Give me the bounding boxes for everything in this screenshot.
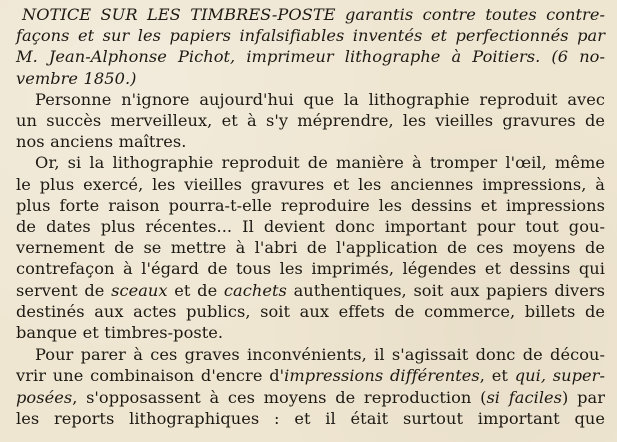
text-span: vrir une combinaison d'encre d' — [16, 366, 285, 386]
text-span: Or, si la lithographie reproduit de manière à tromper l'œil, même — [35, 153, 605, 173]
text-span: les reports lithographiques : et il était surtout important que — [16, 408, 605, 428]
text-span: vernement de se mettre à l'abri de l'application de ces moyens de — [16, 238, 605, 258]
text-span: banque et timbres-poste. — [16, 323, 224, 343]
text-span: authentiques, soit aux papiers divers — [286, 280, 605, 300]
text-span: nos anciens maîtres. — [16, 132, 187, 152]
text-line — [16, 4, 605, 25]
text-span: cachets — [223, 280, 287, 300]
text-span: Pour parer à ces graves inconvénients, il s'agissait donc de décou- — [35, 345, 605, 365]
text-span: le plus exercé, les vieilles gravures et les anciennes impressions, à — [16, 174, 605, 194]
text-span: Personne n'ignore aujourd'hui que la lithographie reproduit avec — [35, 89, 605, 109]
text-span: posées — [16, 387, 73, 407]
text-line — [16, 46, 605, 67]
text-line — [16, 365, 605, 386]
text-line — [16, 110, 605, 131]
text-span: qui, super- — [514, 366, 605, 386]
text-span: ) par — [562, 387, 605, 407]
text-span: si faciles — [486, 387, 563, 407]
text-span: vembre 1850.) — [16, 68, 137, 88]
text-span: NOTICE SUR LES TIMBRES-POSTE garantis contre toutes contre- — [22, 5, 605, 24]
text-line — [16, 280, 605, 301]
text-span: servent de — [16, 280, 112, 300]
text-span: de dates plus récentes... Il devient donc important pour tout gou- — [16, 217, 605, 237]
text-span: , et — [479, 366, 515, 386]
text-line — [16, 237, 605, 258]
text-line — [16, 387, 605, 408]
text-span: un succès merveilleux, et à s'y méprendre, les vieilles gravures de — [16, 111, 605, 131]
text-span: M. Jean-Alphonse Pichot, imprimeur lithographe à Poitiers. (6 no- — [16, 47, 605, 67]
text-line — [16, 322, 605, 343]
body-paragraph-1 — [16, 89, 605, 153]
text-span: impressions différentes — [284, 366, 480, 386]
text-line — [16, 301, 605, 322]
text-span: plus forte raison pourra-t-elle reproduire les dessins et impressions — [16, 195, 605, 215]
text-span: destinés aux actes publics, soit aux effets de commerce, billets de — [16, 301, 605, 321]
text-line — [16, 152, 605, 173]
text-line — [16, 68, 605, 89]
text-line — [16, 174, 605, 195]
text-line — [16, 25, 605, 46]
text-line — [16, 344, 605, 365]
text-span: et de — [167, 280, 224, 300]
text-line — [16, 195, 605, 216]
text-line — [16, 216, 605, 237]
body-paragraph-2 — [16, 152, 605, 343]
text-line — [16, 131, 605, 152]
text-span: contrefaçon à l'égard de tous les imprimés, légendes et dessins qui — [16, 259, 605, 279]
body-paragraph-3 — [16, 344, 605, 429]
text-span: , s'opposassent à ces moyens de reproduction ( — [72, 387, 487, 407]
text-line — [16, 89, 605, 110]
text-span: sceaux — [111, 280, 168, 300]
text-span: façons et sur les papiers infalsifiables inventés et perfectionnés par — [16, 26, 605, 46]
notice-heading-paragraph — [16, 4, 605, 89]
text-line — [16, 408, 605, 429]
text-line — [16, 258, 605, 279]
